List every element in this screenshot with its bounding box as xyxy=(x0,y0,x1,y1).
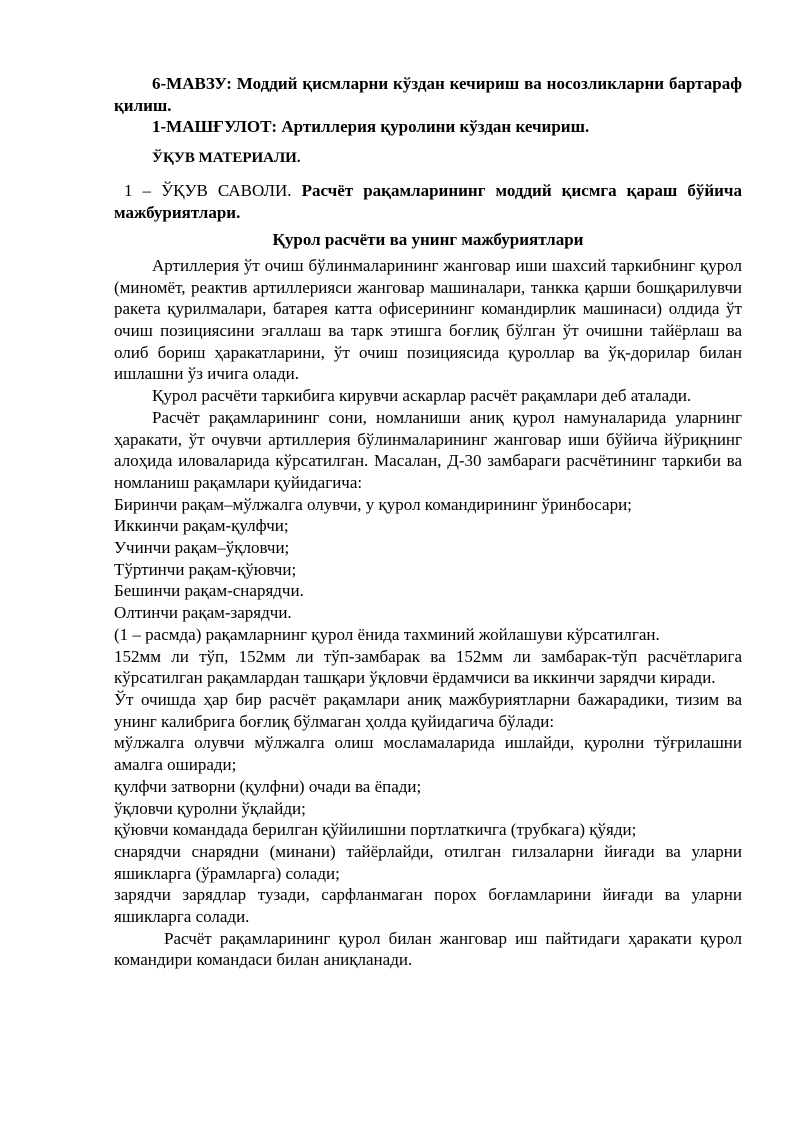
duty-item: қўювчи командада берилган қўйилишни портлаткичга (трубкага) қўяди; xyxy=(114,820,637,840)
crew-list-item: Биринчи рақам–мўлжалга олувчи, у қурол командирининг ўринбосари; xyxy=(114,494,632,514)
paragraph-duties-intro: Ўт очишда ҳар бир расчёт рақамлари аниқ мажбуриятларни бажарадики, тизим ва унинг калибрига боғлиқ бўлмаган ҳолда қуйидагича бўлади: xyxy=(114,689,742,731)
figure-note: (1 – расмда) рақамларнинг қурол ёнида тахминий жойлашуви кўрсатилган. xyxy=(114,624,660,644)
lesson-title: Артиллерия қуролини кўздан кечириш. xyxy=(281,117,590,137)
topic-label: 6-МАВЗУ: xyxy=(152,74,232,93)
crew-list-item: Учинчи рақам–ўқловчи; xyxy=(114,538,290,558)
paragraph-3: Расчёт рақамларининг сони, номланиши аниқ қурол намуналарида уларнинг ҳаракати, ўт очувчи артиллерия бўлинмаларининг жанговар иши бўйича йўриқнинг алоҳида иловаларида кўрсатилган. Масалан, Д-30 замбараги расчётининг таркиби ва номланиш рақамлари қуйидагича: xyxy=(114,407,742,492)
paragraph-2: Қурол расчёти таркибига кирувчи аскарлар расчёт рақамлари деб аталади. xyxy=(152,386,692,406)
material-heading: ЎҚУВ МАТЕРИАЛИ. xyxy=(152,150,301,167)
crew-list-item: Тўртинчи рақам-қўювчи; xyxy=(114,559,297,579)
duty-item: снарядчи снарядни (минани) тайёрлайди, отилган гилзаларни йиғади ва уларни яшикларга (ўрамларга) солади; xyxy=(114,841,742,883)
crew-list-item: Иккинчи рақам-қулфчи; xyxy=(114,516,289,536)
question-heading xyxy=(114,180,742,223)
duty-item: мўлжалга олувчи мўлжалга олиш мосламаларида ишлайди, қуролни тўғрилашни амалга оширади; xyxy=(114,733,742,775)
topic-heading xyxy=(114,73,742,116)
duty-item: ўқловчи қуролни ўқлайди; xyxy=(114,798,306,818)
section-heading: Қурол расчёти ва унинг мажбуриятлари xyxy=(272,230,584,250)
question-label: 1 – ЎҚУВ САВОЛИ. xyxy=(124,180,292,200)
duty-item: зарядчи зарядлар тузади, сарфланмаган порох боғламларини йиғади ва уларни яшикларга солади. xyxy=(114,885,742,927)
crew-list-item: Олтинчи рақам-зарядчи. xyxy=(114,603,292,623)
paragraph-1: Артиллерия ўт очиш бўлинмаларининг жанговар иши шахсий таркибнинг қурол (миномёт, реактив артиллерияси жанговар машиналари, танкка қарши бошқарилувчи ракета қурилмалари, батарея катта офисерининг командирлик машинаси) олдида ўт очиш позициясини эгаллаш ва тарк этишга боғлиқ бўлган ўт очишни тайёрлаш ва олиб бориш ҳаракатларини, ўт очиш позициясида қуроллар ва ўқ-дорилар билан ишлашни ўз ичига олади. xyxy=(114,255,742,384)
crew-list xyxy=(114,494,742,624)
paragraph-152mm: 152мм ли тўп, 152мм ли тўп-замбарак ва 152мм ли замбарак-тўп расчётларига кўрсатилган рақамлардан ташқари ўқловчи ёрдамчиси ва иккинчи зарядчи киради. xyxy=(114,646,742,688)
lesson-heading xyxy=(114,116,742,138)
duties-list xyxy=(114,732,742,927)
document-page xyxy=(114,73,742,971)
duty-item: қулфчи затворни (қулфни) очади ва ёпади; xyxy=(114,776,422,796)
closing-paragraph: Расчёт рақамларининг қурол билан жанговар иш пайтидаги ҳаракати қурол командири командаси билан аниқланади. xyxy=(114,928,742,970)
topic-title: Моддий қисмларни кўздан кечириш ва носозликларни бартараф қилиш. xyxy=(114,74,742,115)
crew-list-item: Бешинчи рақам-снарядчи. xyxy=(114,581,304,601)
lesson-label: 1-МАШҒУЛОТ: xyxy=(152,117,278,137)
question-title: Расчёт рақамларининг моддий қисмга қараш бўйича мажбуриятлари. xyxy=(114,180,743,222)
